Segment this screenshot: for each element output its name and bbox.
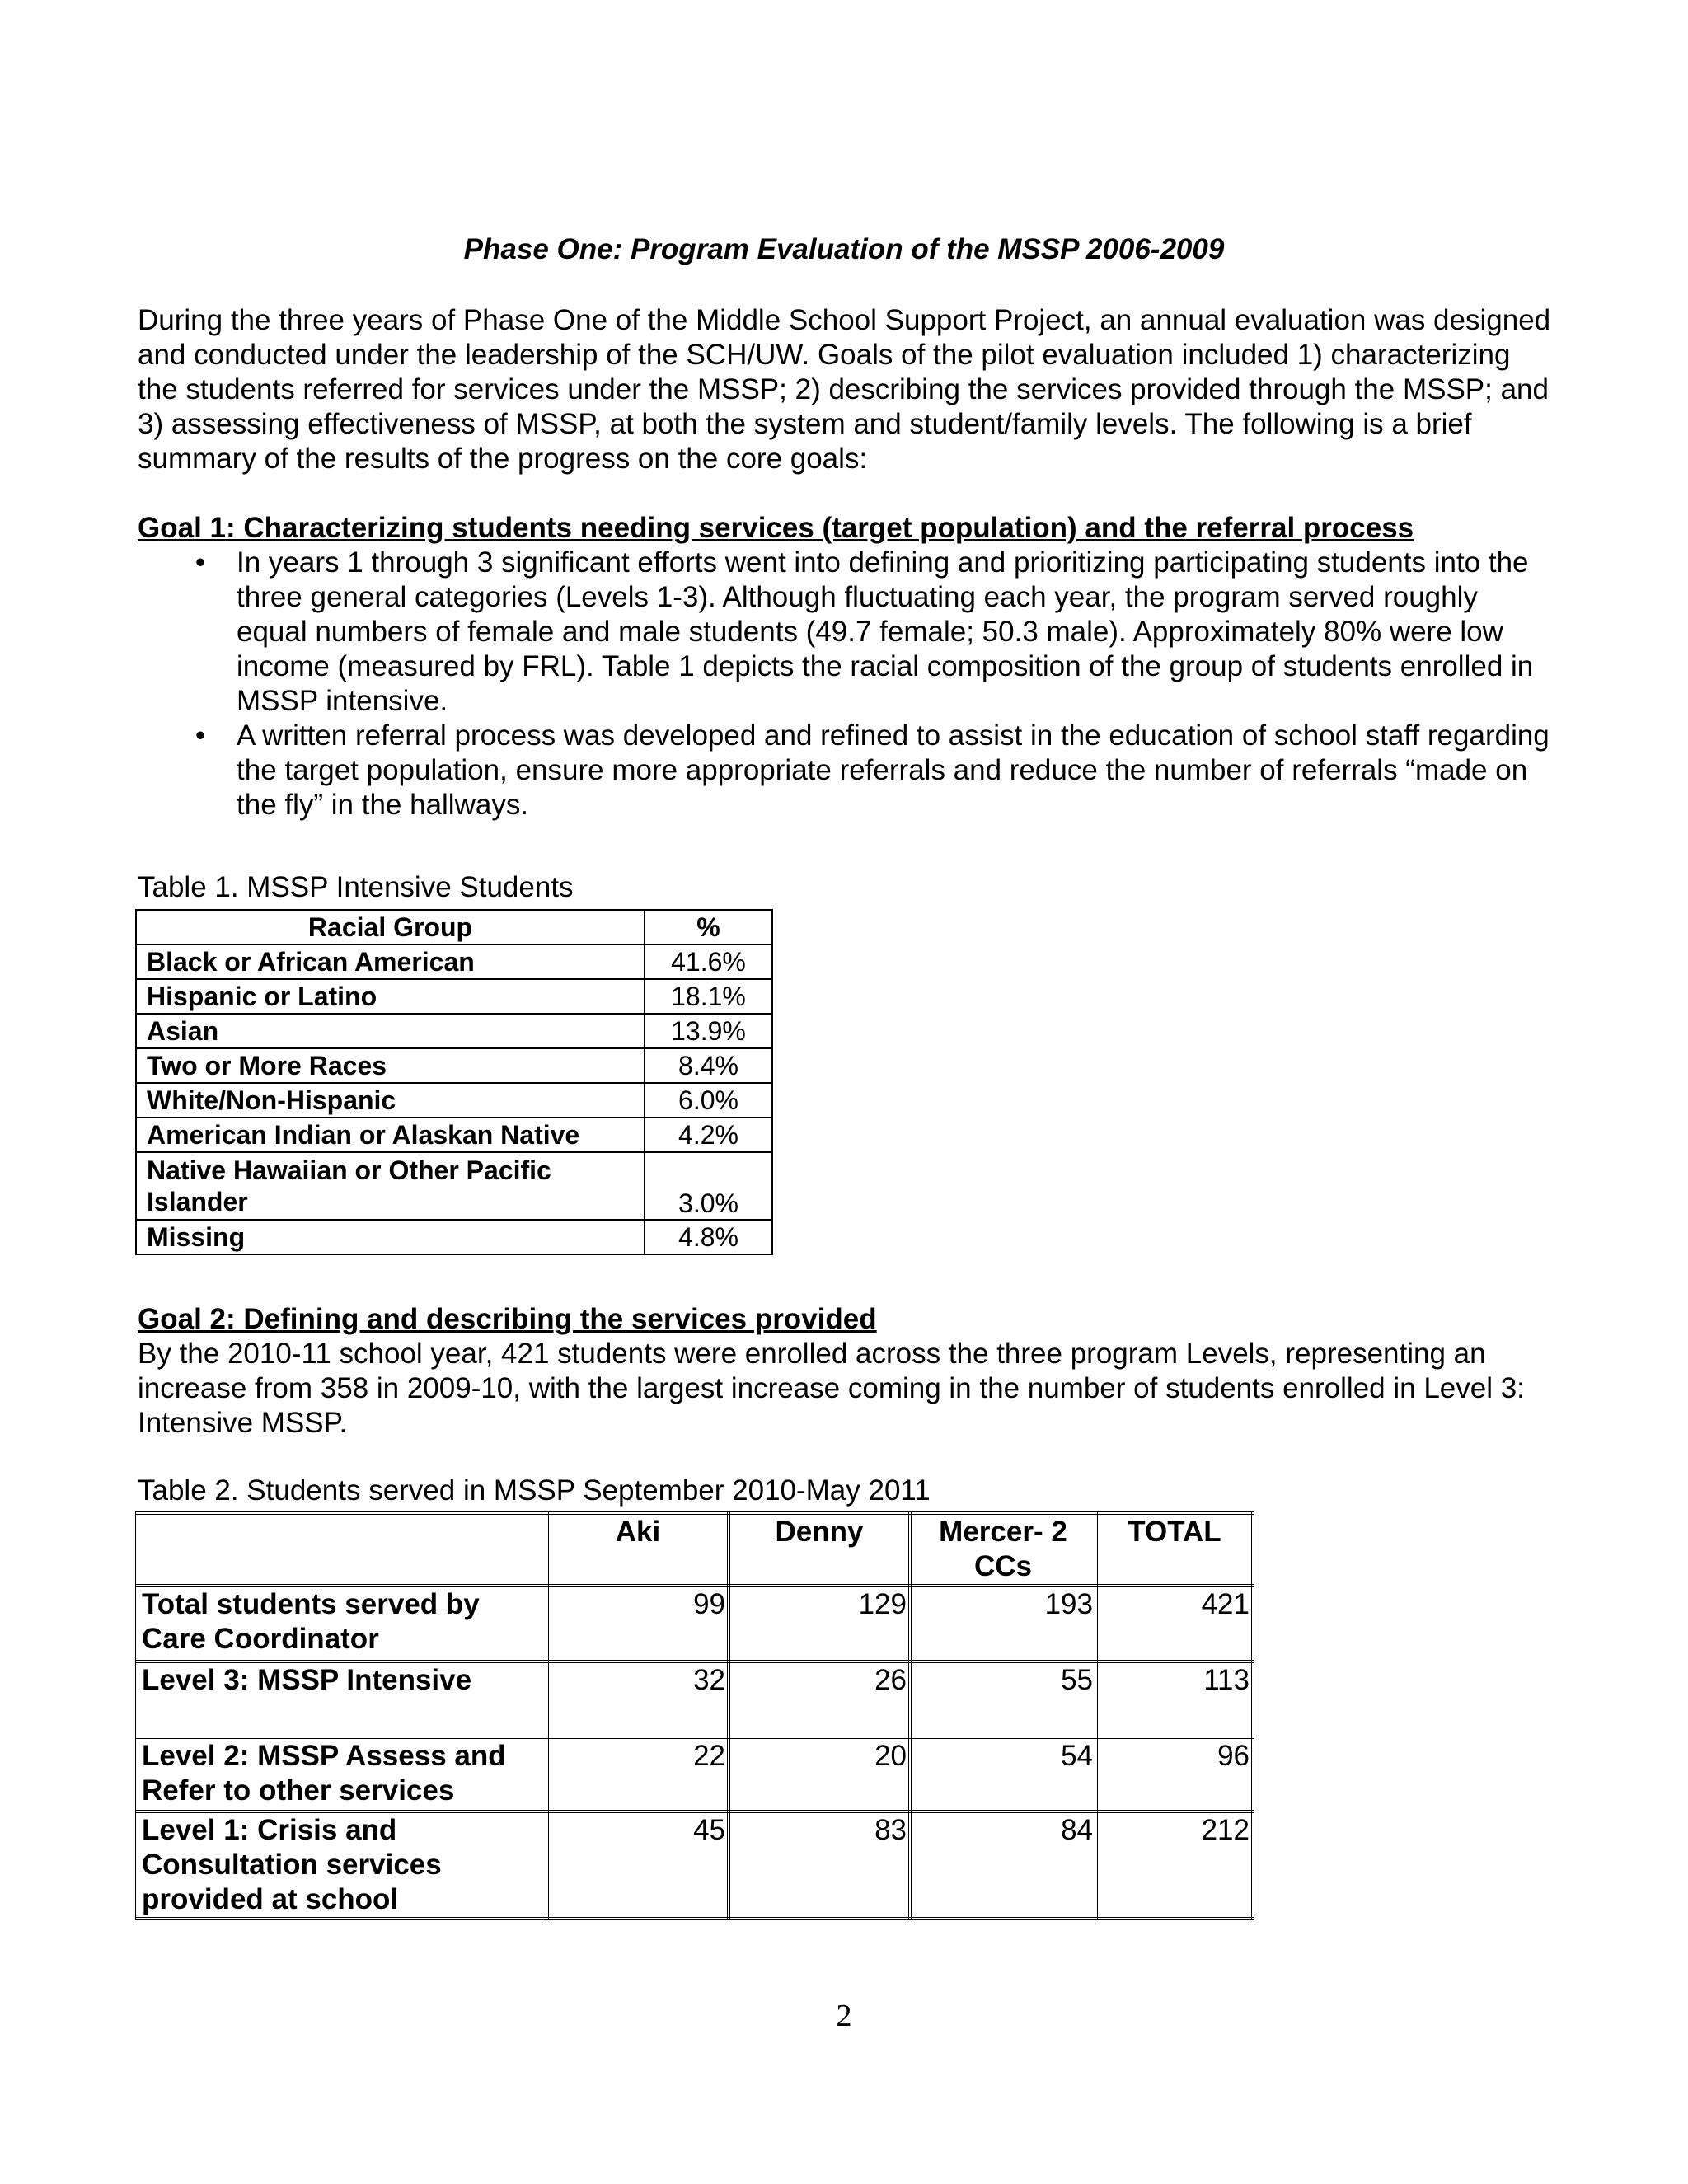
column-header-aki: Aki	[547, 1513, 729, 1586]
column-header-denny: Denny	[729, 1513, 910, 1586]
racial-group-cell: Asian	[136, 1014, 645, 1048]
racial-group-cell: Two or More Races	[136, 1048, 645, 1083]
row-label: Total students served by Care Coordinator	[137, 1586, 547, 1661]
percent-cell: 41.6%	[645, 944, 772, 979]
column-header-blank	[137, 1513, 547, 1586]
table-header-row	[137, 1513, 1253, 1586]
denny-cell: 20	[729, 1737, 910, 1811]
percent-cell: 18.1%	[645, 979, 772, 1014]
table-row	[137, 1661, 1253, 1737]
total-cell: 212	[1096, 1811, 1253, 1919]
mercer-cell: 193	[910, 1586, 1096, 1661]
table-row	[136, 1152, 772, 1220]
percent-cell: 3.0%	[645, 1152, 772, 1220]
goal-2-paragraph: By the 2010-11 school year, 421 students were enrolled across the three program Levels, representing an increase from 358 in 2009-10, with the largest increase coming in the number of students enrolled in Level 3: Intensive MSSP.	[138, 1338, 1525, 1439]
list-item	[138, 719, 1555, 823]
denny-cell: 83	[729, 1811, 910, 1919]
table-header-row	[136, 910, 772, 944]
table-row	[136, 1118, 772, 1152]
table-row	[137, 1811, 1253, 1919]
table-row	[137, 1737, 1253, 1811]
column-header-racial-group: Racial Group	[136, 910, 645, 944]
column-header-mercer: Mercer- 2 CCs	[910, 1513, 1096, 1586]
page-title: Phase One: Program Evaluation of the MSSP 2006-2009	[463, 233, 1225, 265]
aki-cell: 45	[547, 1811, 729, 1919]
table-2-students-served	[135, 1511, 1254, 1920]
racial-group-cell: American Indian or Alaskan Native	[136, 1118, 645, 1152]
bullet-text: In years 1 through 3 significant efforts went into defining and prioritizing participating students into the three general categories (Levels 1-3). Although fluctuating each year, the program served roughly equal numbers of female and male students (49.7 female; 50.3 male). Approximately 80% were low income (measured by FRL). Table 1 depicts the racial composition of the group of students enrolled in MSSP intensive.	[237, 546, 1534, 717]
row-label: Level 2: MSSP Assess and Refer to other services	[137, 1737, 547, 1811]
racial-group-cell: Native Hawaiian or Other Pacific Islander	[136, 1152, 645, 1220]
goal-2-heading: Goal 2: Defining and describing the services provided	[138, 1303, 877, 1335]
total-cell: 421	[1096, 1586, 1253, 1661]
goal-1-bullet-list	[138, 546, 1555, 823]
racial-group-cell: White/Non-Hispanic	[136, 1083, 645, 1118]
table-row	[136, 1048, 772, 1083]
row-label: Level 3: MSSP Intensive	[137, 1661, 547, 1737]
table-row	[137, 1586, 1253, 1661]
mercer-cell: 54	[910, 1737, 1096, 1811]
aki-cell: 99	[547, 1586, 729, 1661]
table-1-racial-composition	[135, 909, 773, 1255]
column-header-percent: %	[645, 910, 772, 944]
aki-cell: 32	[547, 1661, 729, 1737]
bullet-icon: •	[195, 719, 206, 752]
table-row	[136, 1083, 772, 1118]
total-cell: 113	[1096, 1661, 1253, 1737]
denny-cell: 26	[729, 1661, 910, 1737]
denny-cell: 129	[729, 1586, 910, 1661]
racial-group-cell: Black or African American	[136, 944, 645, 979]
table-row	[136, 1014, 772, 1048]
row-label: Level 1: Crisis and Consultation services provided at school	[137, 1811, 547, 1919]
percent-cell: 6.0%	[645, 1083, 772, 1118]
total-cell: 96	[1096, 1737, 1253, 1811]
goal-1-heading: Goal 1: Characterizing students needing services (target population) and the referral process	[138, 512, 1414, 544]
table-row	[136, 979, 772, 1014]
percent-cell: 4.8%	[645, 1220, 772, 1254]
bullet-text: A written referral process was developed and refined to assist in the education of school staff regarding the target population, ensure more appropriate referrals and reduce the number of referrals “made on the fly” in the hallways.	[237, 719, 1550, 821]
racial-group-cell: Hispanic or Latino	[136, 979, 645, 1014]
percent-cell: 13.9%	[645, 1014, 772, 1048]
table-1-caption: Table 1. MSSP Intensive Students	[138, 871, 574, 903]
racial-group-cell: Missing	[136, 1220, 645, 1254]
intro-paragraph: During the three years of Phase One of the Middle School Support Project, an annual evaluation was designed and conducted under the leadership of the SCH/UW. Goals of the pilot evaluation included 1) characterizing the students referred for services under the MSSP; 2) describing the services provided through the MSSP; and 3) assessing effectiveness of MSSP, at both the system and student/family levels. The following is a brief summary of the results of the progress on the core goals:	[138, 304, 1551, 475]
column-header-total: TOTAL	[1096, 1513, 1253, 1586]
mercer-cell: 55	[910, 1661, 1096, 1737]
table-row	[136, 944, 772, 979]
mercer-cell: 84	[910, 1811, 1096, 1919]
bullet-icon: •	[195, 546, 206, 579]
table-2-caption: Table 2. Students served in MSSP September 2010-May 2011	[138, 1474, 931, 1507]
percent-cell: 8.4%	[645, 1048, 772, 1083]
page-number: 2	[836, 1999, 852, 2033]
aki-cell: 22	[547, 1737, 729, 1811]
list-item	[138, 546, 1555, 719]
percent-cell: 4.2%	[645, 1118, 772, 1152]
table-row	[136, 1220, 772, 1254]
